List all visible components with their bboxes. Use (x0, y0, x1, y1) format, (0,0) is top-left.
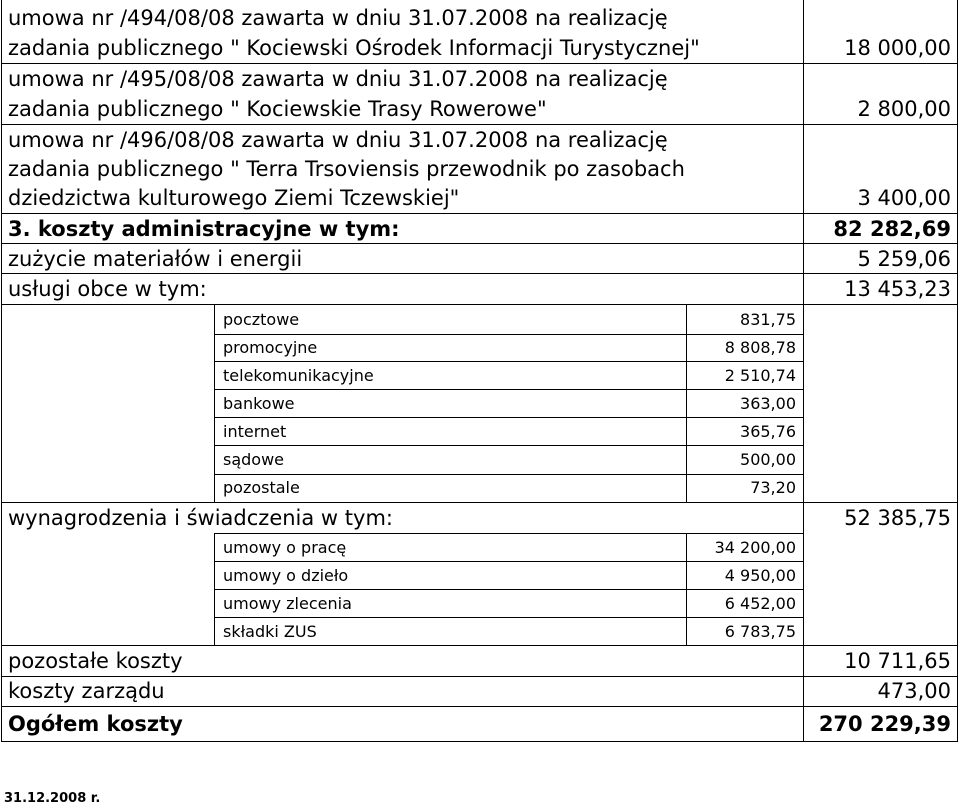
wages-item-label: umowy zlecenia (223, 594, 352, 613)
other-costs-label: pozostałe koszty (8, 649, 183, 673)
wages-label: wynagrodzenia i świadczenia w tym: (8, 506, 393, 530)
contract-2-line-1: umowa nr /495/08/08 zawarta w dniu 31.07.2008 na realizację (8, 67, 668, 91)
services-item-amount: 363,00 (740, 394, 796, 413)
table-border-right (957, 0, 958, 742)
row-line (1, 706, 958, 707)
services-item-label: promocyjne (223, 338, 318, 357)
services-item-amount: 365,76 (740, 422, 796, 441)
contract-1-line-2: zadania publicznego " Kociewski Ośrodek Informacji Turystycznej" (8, 36, 700, 60)
other-costs-amount: 10 711,65 (844, 649, 951, 673)
services-item-label: pozostale (223, 478, 300, 497)
row-line (1, 676, 958, 677)
row-line (1, 645, 958, 646)
services-amount: 13 453,23 (844, 277, 951, 301)
admin-costs-amount: 82 282,69 (833, 217, 951, 241)
subtable-line (214, 334, 803, 335)
subtable-line (214, 389, 803, 390)
admin-costs-label: 3. koszty administracyjne w tym: (8, 217, 400, 241)
services-item-label: internet (223, 422, 287, 441)
services-item-amount: 8 808,78 (724, 338, 796, 357)
subtable-line (214, 617, 803, 618)
footer-date: 31.12.2008 r. (4, 791, 101, 806)
services-item-amount: 73,20 (750, 478, 796, 497)
services-item-amount: 831,75 (740, 310, 796, 329)
subtable-line (214, 589, 803, 590)
services-item-label: sądowe (223, 450, 285, 469)
subtable-line (214, 474, 803, 475)
subtable-line (214, 417, 803, 418)
row-line (1, 304, 958, 305)
services-label: usługi obce w tym: (8, 277, 207, 301)
contract-1-line-1: umowa nr /494/08/08 zawarta w dniu 31.07.2008 na realizację (8, 6, 668, 30)
contract-3-line-2: zadania publicznego " Terra Trsoviensis przewodnik po zasobach (8, 157, 685, 181)
materials-amount: 5 259,06 (857, 247, 951, 271)
contract-3-line-1: umowa nr /496/08/08 zawarta w dniu 31.07.2008 na realizację (8, 128, 668, 152)
row-line (1, 63, 958, 64)
row-line (1, 243, 958, 244)
row-line (1, 741, 958, 742)
total-costs-label: Ogółem koszty (8, 712, 183, 736)
contract-2-amount: 2 800,00 (857, 97, 951, 121)
wages-item-label: składki ZUS (223, 622, 317, 641)
services-item-label: bankowe (223, 394, 295, 413)
row-line (1, 124, 958, 125)
services-item-label: pocztowe (223, 310, 300, 329)
wages-item-amount: 4 950,00 (724, 566, 796, 585)
wages-item-amount: 6 783,75 (724, 622, 796, 641)
contract-3-amount: 3 400,00 (857, 186, 951, 210)
wages-amount: 52 385,75 (844, 506, 951, 530)
contract-1-amount: 18 000,00 (844, 36, 951, 60)
management-costs-amount: 473,00 (877, 679, 951, 703)
contract-2-line-2: zadania publicznego " Kociewskie Trasy Rowerowe" (8, 97, 547, 121)
materials-label: zużycie materiałów i energii (8, 247, 303, 271)
contract-3-line-3: dziedzictwa kulturowego Ziemi Tczewskiej" (8, 186, 460, 210)
subtable-line (214, 445, 803, 446)
total-costs-amount: 270 229,39 (818, 712, 951, 736)
row-line (1, 273, 958, 274)
subtable-line (214, 361, 803, 362)
wages-item-label: umowy o pracę (223, 538, 347, 557)
services-item-amount: 2 510,74 (724, 366, 796, 385)
wages-item-amount: 6 452,00 (724, 594, 796, 613)
management-costs-label: koszty zarządu (8, 679, 165, 703)
wages-item-amount: 34 200,00 (714, 538, 796, 557)
wages-item-label: umowy o dzieło (223, 566, 349, 585)
table-border-left (1, 0, 2, 742)
services-item-label: telekomunikacyjne (223, 366, 374, 385)
services-item-amount: 500,00 (740, 450, 796, 469)
amount-column-separator (803, 0, 804, 742)
row-line (1, 502, 958, 503)
subtable-line (214, 533, 803, 534)
subtable-line (214, 561, 803, 562)
row-line (1, 213, 958, 214)
